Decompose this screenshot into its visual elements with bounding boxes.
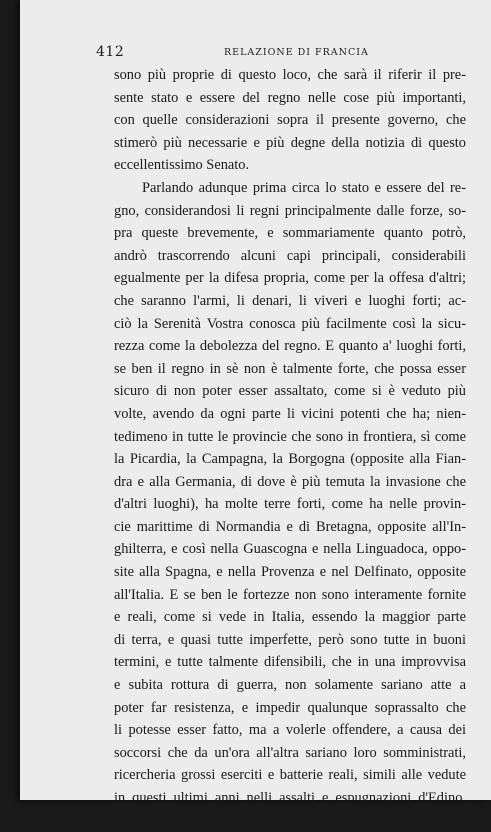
text-line: gno, considerandosi li regni principalmente dalle forze, so- [114, 202, 466, 219]
text-line: che saranno l'armi, li denari, li viveri e luoghi forti; ac- [114, 292, 466, 309]
text-line: la Picardia, la Campagna, la Borgogna (opposite alla Fian- [114, 451, 466, 468]
text-line: eccellentissimo Senato. [114, 157, 250, 174]
text-line: site alla Spagna, e nella Provenza e nel Delfinato, opposite [114, 564, 466, 581]
text-line: poter far resistenza, e impedir qualunque soprassalto che [114, 699, 466, 716]
text-line: tedimeno in tutte le provincie che sono in frontiera, sì come [114, 428, 466, 445]
book-page [20, 0, 491, 829]
text-line: e subita rottura di guerra, non solamente sariano atte a [114, 677, 466, 694]
text-line: termini, e tutte talmente difensibili, che in una improvvisa [114, 654, 466, 671]
text-line: ricercheria grossi eserciti e batterie reali, simili alle vedute [114, 767, 466, 784]
text-line: stimerò più necessarie e più degne della notizia di questo [114, 134, 466, 151]
text-line: Parlando adunque prima circa lo stato e essere del re- [142, 179, 466, 196]
text-line: rezza come la debolezza del regno. E quanto a' luoghi forti, [114, 338, 466, 355]
paragraph-2 [114, 177, 466, 832]
text-line: pra queste brevemente, e sommariamente quanto potrò, [114, 225, 466, 242]
text-line: li potesse esser fatto, ma a volerle offendere, a causa dei [114, 722, 466, 739]
text-line: in questi ultimi anni nelli assalti e espugnazioni d'Edino, [114, 790, 466, 806]
page-header [96, 44, 470, 62]
text-line: cie marittime di Normandia e di Bretagna, opposite all'In- [114, 518, 466, 535]
text-line: se ben il regno in sè non è talmente forte, che possa esser [114, 360, 466, 377]
body-text [114, 64, 466, 832]
text-line: sente stato e essere del regno nelle cose più importanti, [114, 89, 466, 106]
text-line: di Terroana, di Renty, di Calais, di Guines, di Tionvilla, e [114, 812, 466, 829]
text-line: soccorsi che da un'ora all'altra sariano loro somministrati, [114, 744, 466, 761]
text-line: andrò trascorrendo alcuni capi principali, considerabili [114, 247, 466, 264]
text-line: e reali, come si vede in Italia, essendo la maggior parte [114, 609, 466, 626]
text-line: all'Italia. E se ben le fortezze non sono interamente fornite [114, 586, 466, 603]
text-line: egualmente per la difesa propria, come per la offesa d'altri; [114, 270, 466, 287]
running-head: RELAZIONE DI FRANCIA [224, 47, 369, 58]
text-line: sono più proprie di questo loco, che sarà il riferir il pre- [114, 67, 466, 83]
text-line: sicuro di non poter esser assaltato, come si è veduto più [114, 383, 466, 400]
text-line: volte, avendo da ogni parte li vicini potenti che ha; nien- [114, 405, 466, 422]
text-line: ghilterra, e così nella Guascogna e nella Linguadoca, oppo- [114, 541, 466, 558]
text-line: dra e alla Germania, di dove è più temuta la invasione che [114, 473, 466, 490]
text-line: di terra, e quasi tutte imperfette, però sono tutte in buoni [114, 631, 466, 648]
text-line: con quelle considerazioni sopra il presente governo, che [114, 112, 466, 129]
page-number: 412 [96, 44, 125, 60]
paragraph-1 [114, 64, 466, 177]
text-line: d'altri luoghi), ha molte terre forti, come ha nelle provin- [114, 496, 466, 513]
text-line: ciò la Serenità Vostra conosca più facilmente così la sicu- [114, 315, 466, 332]
